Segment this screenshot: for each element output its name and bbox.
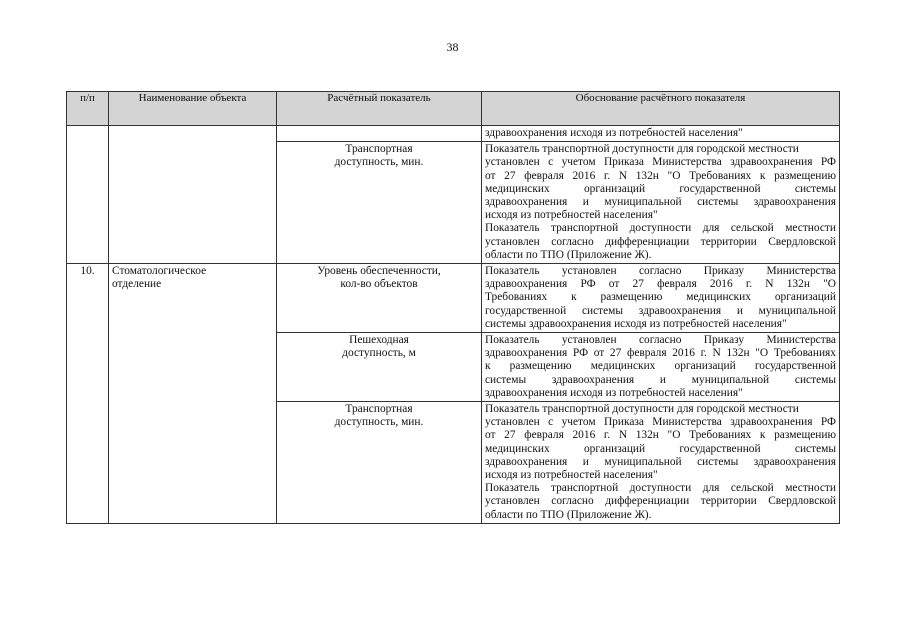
cell-text-line: Транспортная (345, 143, 413, 156)
justification-table (66, 91, 840, 524)
cell-text-line: Уровень обеспеченности, (317, 265, 441, 278)
cell-text-line: исходя из потребностей населения" (485, 469, 658, 482)
object-name-cell (109, 264, 277, 524)
page-number: 38 (446, 40, 459, 54)
cell-text-line: исходя из потребностей населения" (485, 209, 658, 222)
cell-text-line: Показатель транспортной доступности для сельской местности (485, 222, 836, 235)
cell-text-line: Показатель транспортной доступности для сельской местности (485, 482, 836, 495)
cell-text-line: Показатель установлен согласно Приказу Министерства (485, 334, 836, 347)
cell-text-line: установлен согласно дифференциации территории Свердловской (485, 495, 836, 508)
justification-cell (482, 333, 840, 402)
table-row (67, 264, 840, 333)
cell-text-line: доступность, мин. (334, 416, 424, 429)
cell-text-line: здравоохранения РФ от 27 февраля 2016 г. N 132н "О Требованиях (485, 347, 836, 360)
justification-cell (482, 402, 840, 524)
cell-text-line: отделение (112, 278, 162, 291)
cell-text-line: Показатель транспортной доступности для городской местности (485, 403, 799, 416)
cell-text-line: государственной системы здравоохранения и муниципальной (485, 304, 836, 317)
cell-text-line: кол-во объектов (340, 278, 418, 291)
cell-text-line: Транспортная (345, 403, 413, 416)
indicator-cell (277, 264, 482, 333)
cell-text-line: здравоохранения исходя из потребностей населения" (485, 127, 743, 139)
cell-text-line: медицинских организаций государственной системы (485, 182, 836, 195)
cell-text-line: области по ТПО (Приложение Ж). (485, 248, 652, 261)
justification-cell (482, 126, 840, 142)
cell-text-line: Пешеходная (349, 334, 409, 347)
cell-text-line: здравоохранения РФ от 27 февраля 2016 г. N 132н "О (485, 278, 836, 291)
cell-text-line: Требованиях к размещению медицинских организаций (485, 291, 836, 304)
cell-text-line: установлен с учетом Приказа Министерства здравоохранения РФ (485, 156, 836, 169)
indicator-cell (277, 402, 482, 524)
cell-text-line: здравоохранения и муниципальной системы здравоохранения (485, 455, 836, 468)
cell-text-line: установлен с учетом Приказа Министерства здравоохранения РФ (485, 416, 836, 429)
justification-cell (482, 264, 840, 333)
header-number: п/п (67, 92, 109, 126)
cell-text-line: здравоохранения исходя из потребностей населения" (485, 386, 743, 399)
header-indicator: Расчётный показатель (277, 92, 482, 126)
cell-text-line: Стоматологическое (112, 265, 207, 278)
cell-text-line: системы здравоохранения и муниципальной системы (485, 373, 836, 386)
cell-text-line: здравоохранения и муниципальной системы здравоохранения (485, 196, 836, 209)
object-name-cell (109, 126, 277, 264)
cell-text-line: области по ТПО (Приложение Ж). (485, 508, 652, 521)
cell-text-line: медицинских организаций государственной системы (485, 442, 836, 455)
cell-text-line: от 27 февраля 2016 г. N 132н "О Требованиях к размещению (485, 429, 836, 442)
cell-text-line: системы здравоохранения исходя из потребностей населения" (485, 317, 787, 330)
cell-text-line: доступность, м (342, 347, 416, 360)
cell-text-line: Показатель установлен согласно Приказу Министерства (485, 265, 836, 278)
indicator-cell (277, 126, 482, 142)
justification-cell (482, 142, 840, 264)
cell-text-line: от 27 февраля 2016 г. N 132н "О Требованиях к размещению (485, 169, 836, 182)
header-justification: Обоснование расчётного показателя (482, 92, 840, 126)
cell-text-line: установлен согласно дифференциации территории Свердловской (485, 235, 836, 248)
indicator-cell (277, 142, 482, 264)
table-header-row (67, 92, 840, 126)
indicator-cell (277, 333, 482, 402)
header-object-name: Наименование объекта (109, 92, 277, 126)
number-cell: 10. (67, 264, 109, 524)
cell-text-line: Показатель транспортной доступности для городской местности (485, 143, 799, 156)
cell-text-line: доступность, мин. (334, 156, 424, 169)
cell-text-line: к размещению медицинских организаций государственной (485, 360, 836, 373)
number-cell (67, 126, 109, 264)
table-row (67, 126, 840, 142)
